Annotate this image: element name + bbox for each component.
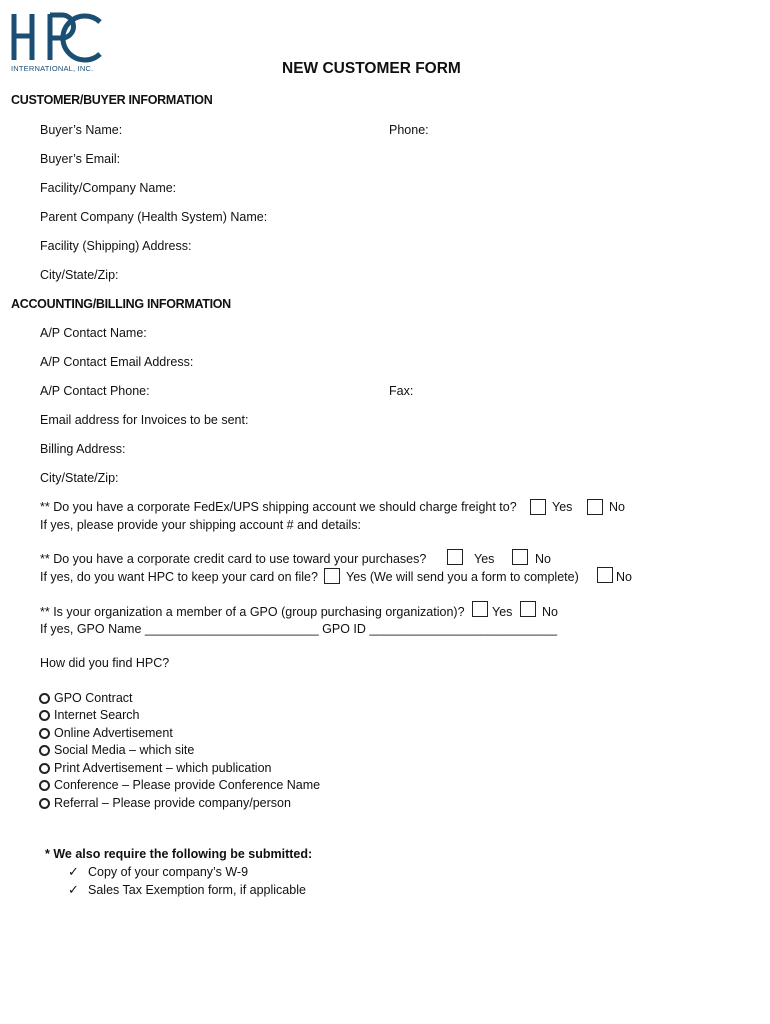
shipping-no-label: No: [609, 500, 625, 514]
requirement-item: ✓ Sales Tax Exemption form, if applicable: [68, 882, 306, 897]
checkmark-icon: ✓: [68, 864, 79, 879]
gpo-followup: If yes, GPO Name _________________________ GPO ID ___________________________: [40, 622, 558, 636]
city-state-zip-label: City/State/Zip:: [40, 268, 119, 282]
gpo-no-checkbox[interactable]: [520, 601, 536, 617]
gpo-yes-checkbox[interactable]: [472, 601, 488, 617]
shipping-yes-label: Yes: [552, 500, 573, 514]
gpo-yes-label: Yes: [492, 605, 513, 619]
credit-question: ** Do you have a corporate credit card to use toward your purchases?: [40, 552, 427, 566]
radio-icon[interactable]: [39, 798, 50, 809]
card-on-file-no-checkbox[interactable]: [597, 567, 613, 583]
buyers-name-label: Buyer’s Name:: [40, 123, 123, 137]
card-on-file-no-label: No: [616, 570, 632, 584]
shipping-address-label: Facility (Shipping) Address:: [40, 239, 192, 253]
card-on-file-yes-label: Yes (We will send you a form to complete): [346, 570, 579, 584]
radio-icon[interactable]: [39, 745, 50, 756]
customer-section-heading: CUSTOMER/BUYER INFORMATION: [11, 93, 213, 107]
buyers-email-label: Buyer’s Email:: [40, 152, 121, 166]
checkmark-icon: ✓: [68, 882, 79, 897]
find-hpc-option[interactable]: Social Media – which site: [39, 743, 194, 757]
find-hpc-option[interactable]: Internet Search: [39, 708, 139, 722]
billing-city-state-zip-label: City/State/Zip:: [40, 471, 119, 485]
radio-icon[interactable]: [39, 710, 50, 721]
credit-no-label: No: [535, 552, 551, 566]
gpo-question: ** Is your organization a member of a GPO (group purchasing organization)?: [40, 605, 465, 619]
ap-contact-name-label: A/P Contact Name:: [40, 326, 147, 340]
credit-followup: If yes, do you want HPC to keep your card on file?: [40, 570, 318, 584]
parent-company-label: Parent Company (Health System) Name:: [40, 210, 268, 224]
find-hpc-option[interactable]: Print Advertisement – which publication: [39, 761, 271, 775]
find-hpc-option[interactable]: Conference – Please provide Conference Name: [39, 778, 320, 792]
gpo-no-label: No: [542, 605, 558, 619]
shipping-followup: If yes, please provide your shipping account # and details:: [40, 518, 362, 532]
ap-contact-email-label: A/P Contact Email Address:: [40, 355, 194, 369]
phone-label: Phone:: [389, 123, 429, 137]
find-hpc-question: How did you find HPC?: [40, 656, 170, 670]
ap-contact-phone-label: A/P Contact Phone:: [40, 384, 150, 398]
credit-yes-checkbox[interactable]: [447, 549, 463, 565]
accounting-section-heading: ACCOUNTING/BILLING INFORMATION: [11, 297, 231, 311]
shipping-no-checkbox[interactable]: [587, 499, 603, 515]
form-title: NEW CUSTOMER FORM: [282, 60, 461, 77]
facility-name-label: Facility/Company Name:: [40, 181, 177, 195]
card-on-file-yes-checkbox[interactable]: [324, 568, 340, 584]
shipping-yes-checkbox[interactable]: [530, 499, 546, 515]
radio-icon[interactable]: [39, 763, 50, 774]
fax-label: Fax:: [389, 384, 414, 398]
radio-icon[interactable]: [39, 693, 50, 704]
billing-address-label: Billing Address:: [40, 442, 126, 456]
find-hpc-option[interactable]: Referral – Please provide company/person: [39, 796, 291, 810]
shipping-question: ** Do you have a corporate FedEx/UPS shipping account we should charge freight to?: [40, 500, 517, 514]
credit-yes-label: Yes: [474, 552, 495, 566]
find-hpc-option[interactable]: Online Advertisement: [39, 726, 173, 740]
credit-no-checkbox[interactable]: [512, 549, 528, 565]
requirement-item: ✓ Copy of your company’s W-9: [68, 864, 249, 879]
find-hpc-option[interactable]: GPO Contract: [39, 691, 133, 705]
radio-icon[interactable]: [39, 780, 50, 791]
logo-subtext: INTERNATIONAL, INC.: [11, 64, 94, 73]
invoice-email-label: Email address for Invoices to be sent:: [40, 413, 249, 427]
radio-icon[interactable]: [39, 728, 50, 739]
requirements-heading: * We also require the following be submitted:: [45, 847, 313, 861]
